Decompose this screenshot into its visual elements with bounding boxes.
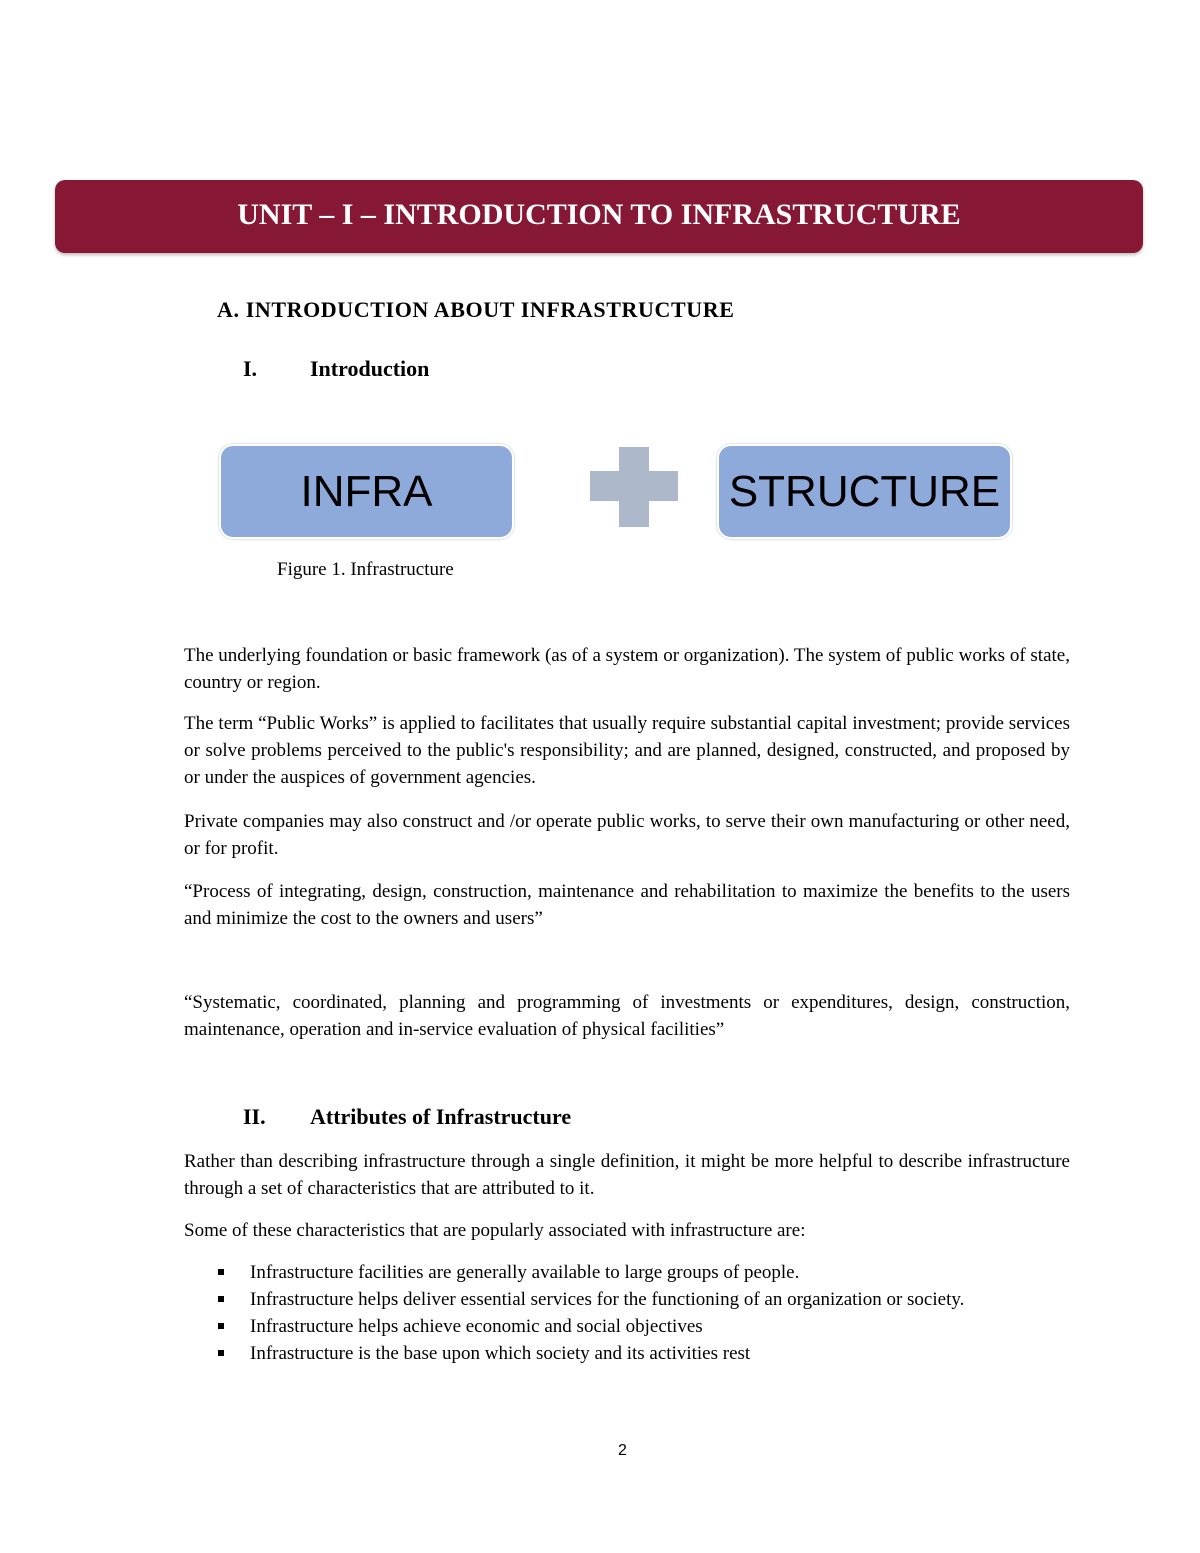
bullet-square-icon bbox=[218, 1350, 224, 1356]
section-2-title: Attributes of Infrastructure bbox=[310, 1104, 572, 1129]
page-number: 2 bbox=[618, 1442, 627, 1459]
figure-caption: Figure 1. Infrastructure bbox=[277, 559, 454, 580]
list-item-text: Infrastructure is the base upon which society and its activities rest bbox=[250, 1343, 751, 1364]
section-1-number: I. bbox=[243, 356, 258, 381]
bullet-square-icon bbox=[218, 1296, 224, 1302]
paragraph-definition: The underlying foundation or basic framework (as of a system or organization). The system of public works of state, country or region. bbox=[184, 645, 1070, 693]
section-a-heading: A. INTRODUCTION ABOUT INFRASTRUCTURE bbox=[217, 297, 735, 322]
section-2-number: II. bbox=[243, 1104, 266, 1129]
paragraph-attributes-lead: Some of these characteristics that are popularly associated with infrastructure are: bbox=[184, 1220, 806, 1241]
bullet-square-icon bbox=[218, 1269, 224, 1275]
list-item bbox=[184, 1313, 1070, 1340]
unit-title: UNIT – I – INTRODUCTION TO INFRASTRUCTURE bbox=[237, 197, 961, 231]
plus-icon bbox=[590, 447, 678, 527]
list-item-text: Infrastructure helps deliver essential services for the functioning of an organization or society. bbox=[250, 1289, 965, 1310]
paragraph-public-works: The term “Public Works” is applied to facilitates that usually require substantial capital investment; provide services or solve problems perceived to the public's responsibility; and are planned, designed, constructed, and proposed by or under the auspices of government agencies. bbox=[184, 713, 1070, 788]
list-item-text: Infrastructure facilities are generally available to large groups of people. bbox=[250, 1262, 800, 1283]
attributes-list bbox=[184, 1259, 1070, 1367]
quote-process: “Process of integrating, design, construction, maintenance and rehabilitation to maximize the benefits to the users and minimize the cost to the owners and users” bbox=[184, 881, 1070, 929]
bullet-square-icon bbox=[218, 1323, 224, 1329]
list-item bbox=[184, 1286, 1070, 1313]
infra-box: INFRA bbox=[219, 444, 514, 539]
quote-systematic: “Systematic, coordinated, planning and programming of investments or expenditures, design, construction, maintenance, operation and in-service evaluation of physical facilities” bbox=[184, 992, 1070, 1040]
paragraph-private-companies: Private companies may also construct and /or operate public works, to serve their own manufacturing or other need, or for profit. bbox=[184, 811, 1070, 859]
list-item bbox=[184, 1259, 1070, 1286]
section-1-title: Introduction bbox=[310, 356, 430, 381]
paragraph-attributes-intro: Rather than describing infrastructure through a single definition, it might be more helpful to describe infrastructure through a set of characteristics that are attributed to it. bbox=[184, 1151, 1070, 1199]
structure-box: STRUCTURE bbox=[717, 444, 1012, 539]
unit-title-banner bbox=[55, 180, 1143, 253]
list-item-text: Infrastructure helps achieve economic and social objectives bbox=[250, 1316, 703, 1337]
list-item bbox=[184, 1340, 1070, 1367]
